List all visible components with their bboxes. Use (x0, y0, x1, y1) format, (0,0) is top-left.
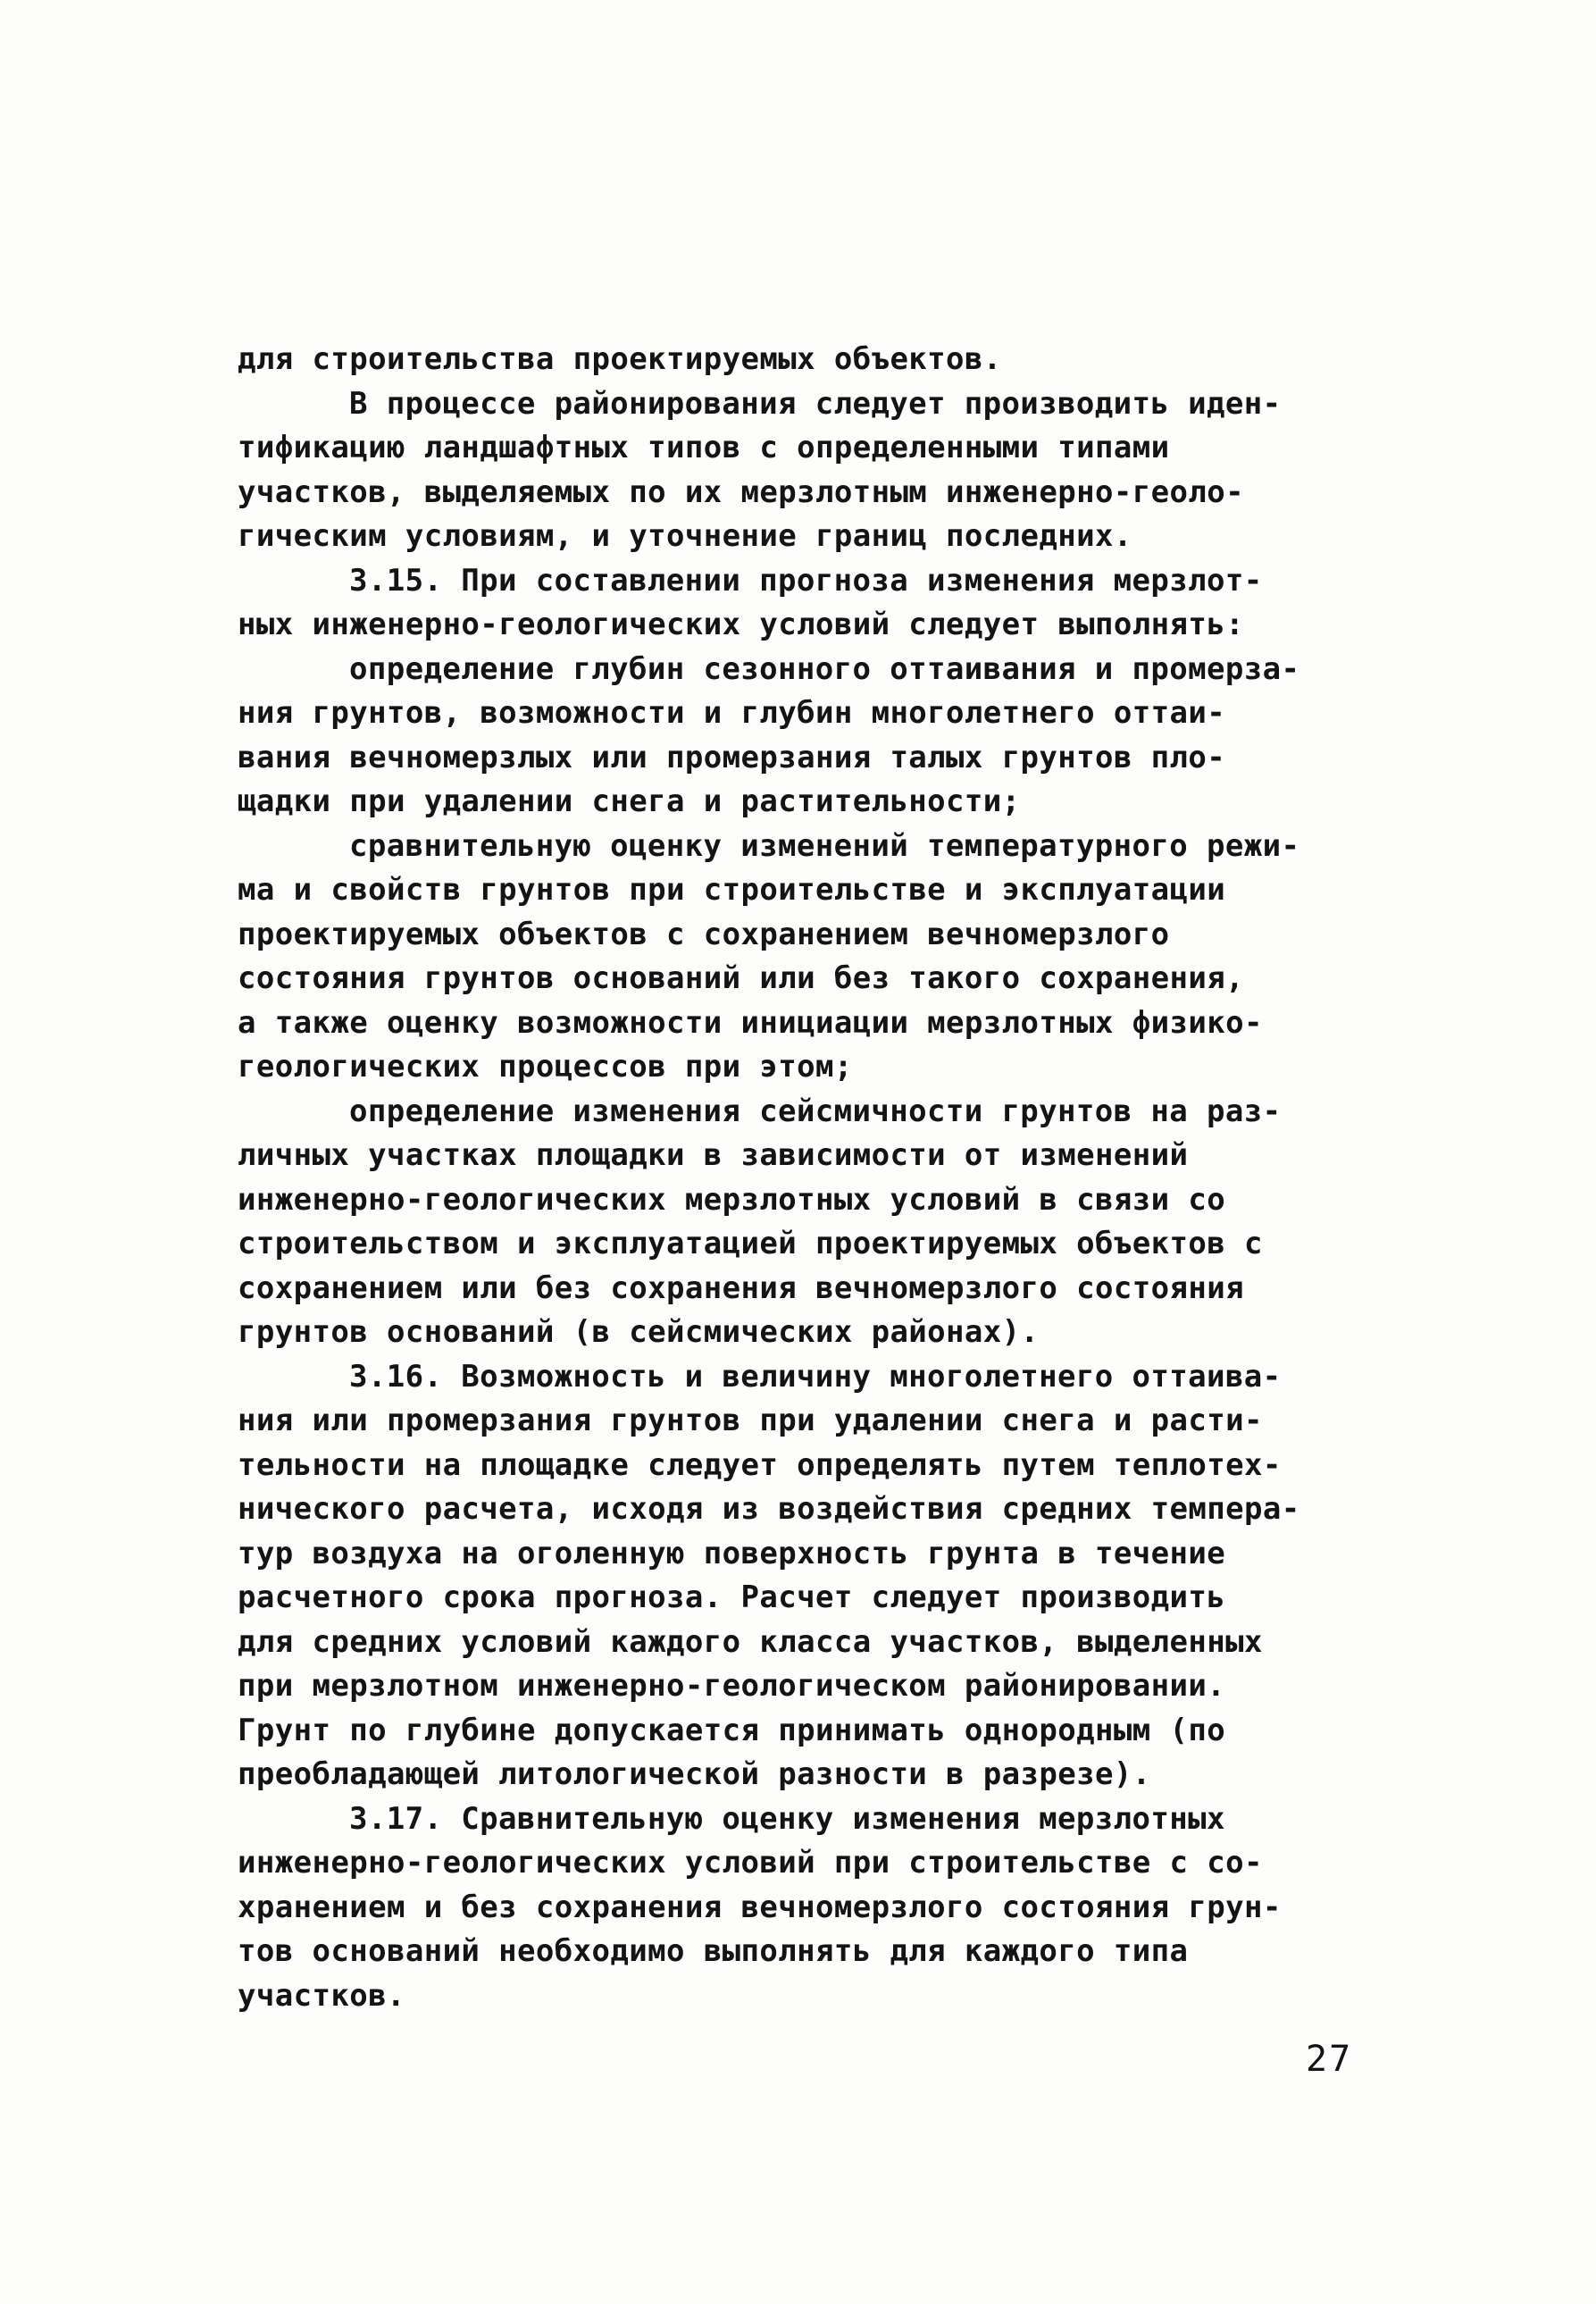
text-line: строительством и эксплуатацией проектируемых объектов с (238, 1226, 1263, 1261)
text-line: определение глубин сезонного оттаивания и промерза- (349, 650, 1300, 687)
text-line: личных участках площадки в зависимости от изменений (238, 1137, 1189, 1173)
section-3-16-heading-line: 3.16. Возможность и величину многолетнего оттаива- (349, 1358, 1282, 1395)
text-line: грунтов оснований (в сейсмических районах). (238, 1314, 1040, 1350)
text-line: преобладающей литологической разности в разрезе). (238, 1756, 1151, 1792)
text-line: щадки при удалении снега и растительности; (238, 783, 1021, 819)
text-line: геологических процессов при этом; (238, 1049, 853, 1085)
text-line: сохранением или без сохранения вечномерзлого состояния (238, 1269, 1244, 1306)
text-line: тов оснований необходимо выполнять для каждого типа (238, 1933, 1189, 1969)
text-line: В процессе районирования следует производить иден- (349, 385, 1282, 422)
text-line: ния или промерзания грунтов при удалении снега и расти- (238, 1403, 1263, 1438)
section-3-15-heading-line: 3.15. При составлении прогноза изменения мерзлот- (349, 562, 1263, 599)
text-line: расчетного срока прогноза. Расчет следует производить (238, 1579, 1226, 1615)
page-number: 27 (1306, 2039, 1353, 2080)
body-text (238, 338, 1390, 2018)
text-line: нического расчета, исходя из воздействия средних темпера- (238, 1491, 1300, 1527)
text-line: хранением и без сохранения вечномерзлого состояния грун- (238, 1889, 1282, 1925)
text-line: Грунт по глубине допускается принимать однородным (по (238, 1712, 1226, 1748)
text-line: вания вечномерзлых или промерзания талых грунтов пло- (238, 739, 1226, 775)
text-line: тификацию ландшафтных типов с определенными типами (238, 430, 1170, 465)
text-line: инженерно-геологических мерзлотных условий в связи со (238, 1181, 1226, 1218)
text-line: состояния грунтов оснований или без такого сохранения, (238, 960, 1244, 996)
text-line: сравнительную оценку изменений температурного режи- (349, 827, 1300, 864)
text-line: гическим условиям, и уточнение границ последних. (238, 518, 1132, 554)
text-line: ния грунтов, возможности и глубин многолетнего оттаи- (238, 695, 1226, 731)
text-line: определение изменения сейсмичности грунтов на раз- (349, 1093, 1282, 1129)
text-line: тур воздуха на оголенную поверхность грунта в течение (238, 1535, 1226, 1571)
text-line: участков, выделяемых по их мерзлотным инженерно-геоло- (238, 473, 1244, 510)
text-line: для строительства проектируемых объектов. (238, 341, 1002, 377)
text-line: проектируемых объектов с сохранением вечномерзлого (238, 916, 1170, 952)
text-line: ных инженерно-геологических условий следует выполнять: (238, 607, 1244, 642)
text-line: участков. (238, 1977, 405, 2014)
text-line: для средних условий каждого класса участков, выделенных (238, 1623, 1263, 1660)
text-line: инженерно-геологических условий при строительстве с со- (238, 1845, 1263, 1881)
text-line: а также оценку возможности инициации мерзлотных физико- (238, 1004, 1263, 1041)
text-line: тельности на площадке следует определять путем теплотех- (238, 1446, 1282, 1483)
text-line: при мерзлотном инженерно-геологическом районировании. (238, 1668, 1226, 1704)
section-3-17-heading-line: 3.17. Сравнительную оценку изменения мерзлотных (349, 1800, 1225, 1837)
text-line: ма и свойств грунтов при строительстве и эксплуатации (238, 872, 1226, 908)
